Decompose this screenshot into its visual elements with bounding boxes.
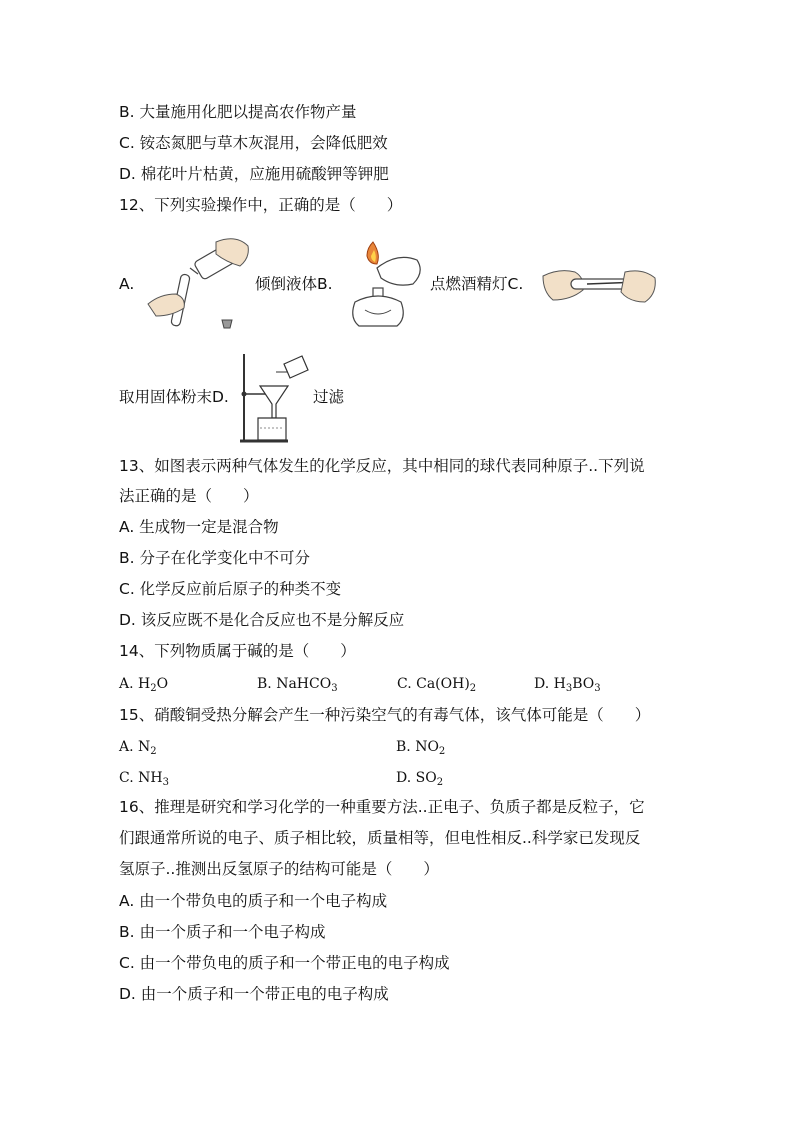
q12-option-a-caption: 倾倒液体B. [255, 275, 333, 293]
q16-option-b: B. 由一个质子和一个电子构成 [119, 923, 326, 941]
q16-option-d: D. 由一个质子和一个带正电的电子构成 [119, 985, 389, 1003]
q14-option-b: B. NaHCO$_3$ [257, 676, 338, 694]
q16-stem-line1: 16、推理是研究和学习化学的一种重要方法..正电子、负质子都是反粒子，它 [119, 798, 645, 816]
q16-stem-line3: 氢原子..推测出反氢原子的结构可能是（ ） [119, 860, 439, 878]
q16-option-c: C. 由一个带负电的质子和一个带正电的电子构成 [119, 954, 450, 972]
q15-option-d: D. $SO_2$ [396, 770, 444, 788]
q14-option-a: A. $H_2O$ [119, 676, 169, 694]
q11-option-b: B. 大量施用化肥以提高农作物产量 [119, 103, 357, 121]
q12-option-c-caption: 取用固体粉末D. [119, 388, 229, 406]
q12-stem: 12、下列实验操作中，正确的是（ ） [119, 196, 403, 214]
q13-stem-line2: 法正确的是（ ） [119, 487, 259, 505]
q12-option-a-label: A. [119, 275, 135, 293]
q16-option-a: A. 由一个带负电的质子和一个电子构成 [119, 892, 388, 910]
q14-option-d: D. $H_3BO_3$ [534, 676, 601, 694]
q15-stem: 15、硝酸铜受热分解会产生一种污染空气的有毒气体，该气体可能是（ ） [119, 706, 651, 724]
q11-option-d: D. 棉花叶片枯黄，应施用硫酸钾等钾肥 [119, 165, 389, 183]
q13-option-b: B. 分子在化学变化中不可分 [119, 549, 310, 567]
q13-stem-line1: 13、如图表示两种气体发生的化学反应，其中相同的球代表同种原子..下列说 [119, 457, 645, 475]
alcohol-lamp-figure [347, 238, 429, 330]
solid-powder-figure [541, 266, 657, 308]
q12-option-b-caption: 点燃酒精灯C. [430, 275, 524, 293]
q12-option-d-caption: 过滤 [313, 388, 345, 406]
pouring-liquid-figure [146, 232, 256, 332]
q13-option-a: A. 生成物一定是混合物 [119, 518, 279, 536]
q16-stem-line2: 们跟通常所说的电子、质子相比较，质量相等，但电性相反..科学家已发现反 [119, 829, 641, 847]
q13-option-d: D. 该反应既不是化合反应也不是分解反应 [119, 611, 405, 629]
q15-option-b: B. $NO_2$ [396, 739, 446, 757]
filtration-figure [238, 352, 310, 444]
q13-option-c: C. 化学反应前后原子的种类不变 [119, 580, 342, 598]
q15-option-c: C. $NH_3$ [119, 770, 169, 788]
q15-option-a: A. $N_2$ [119, 739, 157, 757]
q11-option-c: C. 铵态氮肥与草木灰混用，会降低肥效 [119, 134, 388, 152]
q14-stem: 14、下列物质属于碱的是（ ） [119, 642, 356, 660]
q14-option-c: C. $Ca(OH)_2$ [397, 676, 477, 694]
